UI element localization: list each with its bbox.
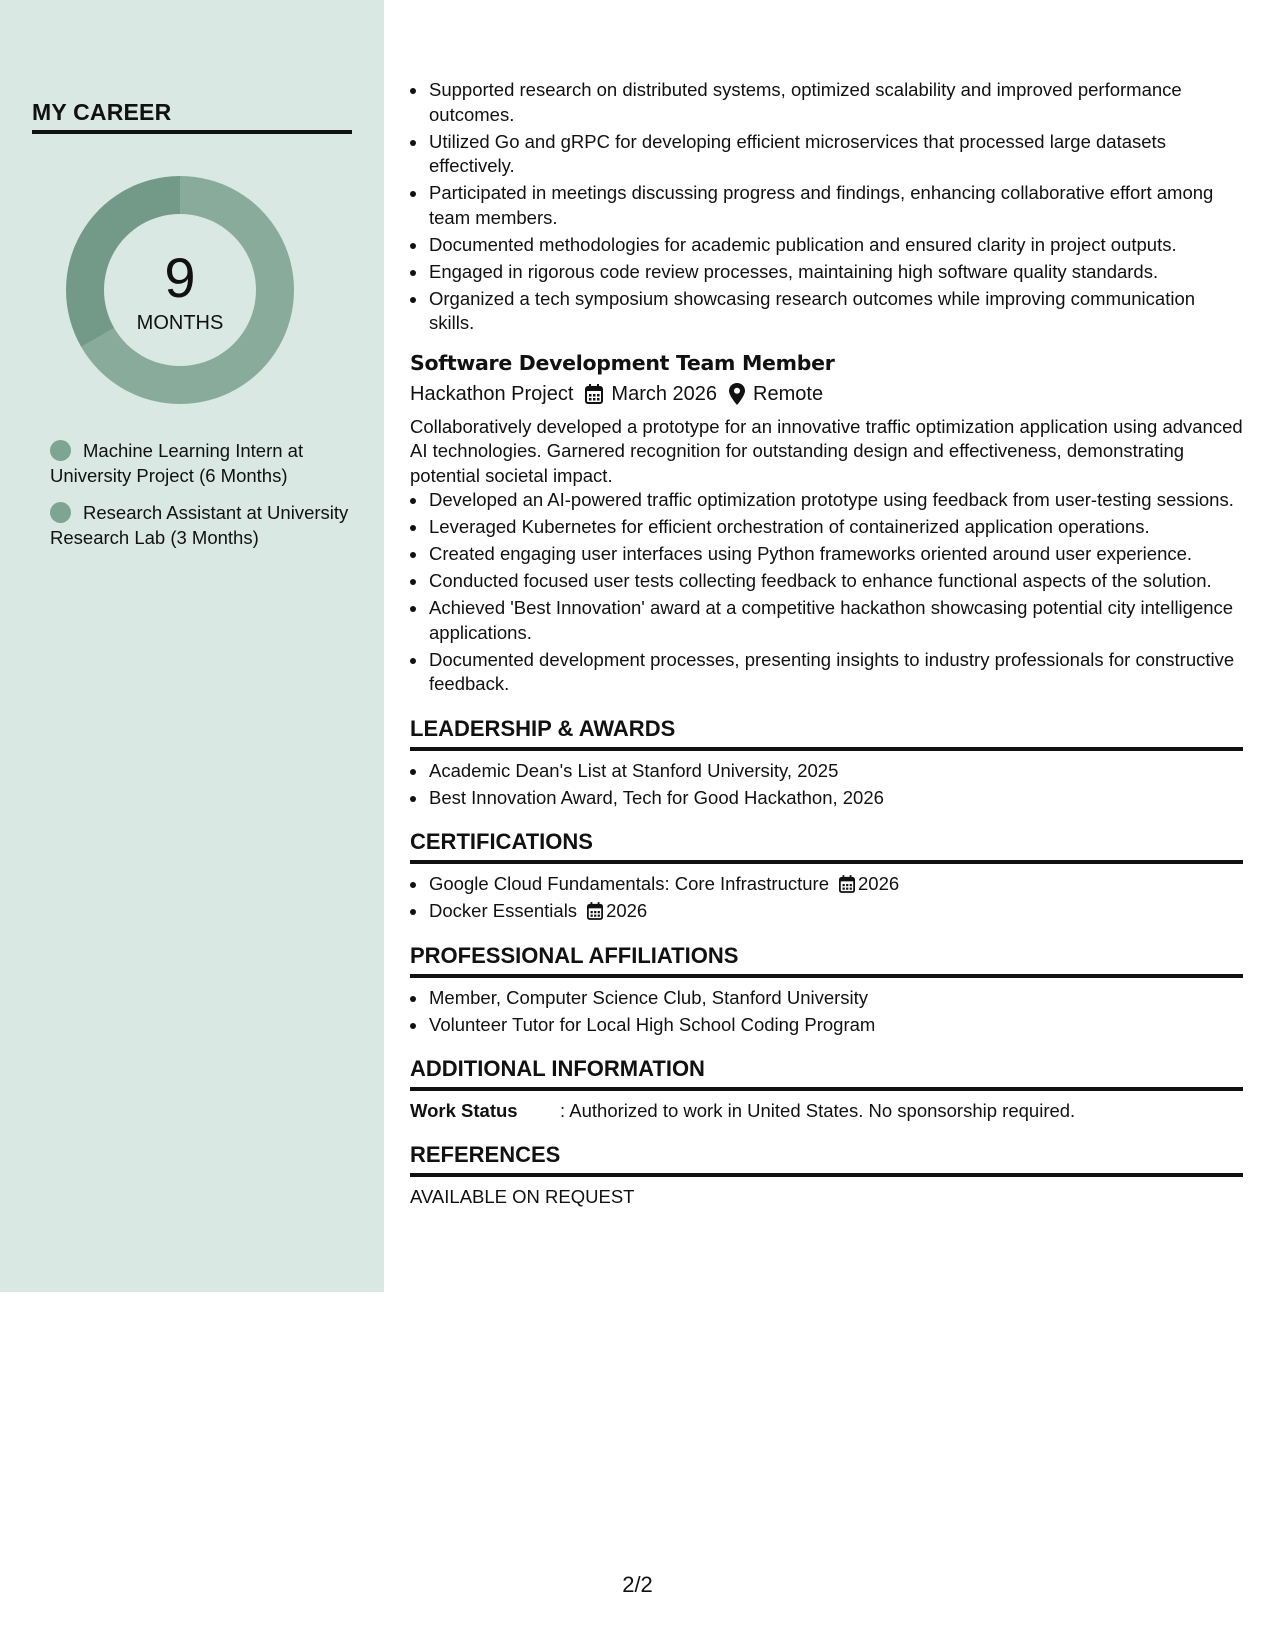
cert-year: 2026 — [606, 900, 648, 921]
list-item: • Utilized Go and gRPC for developing efficient microservices that processed large datasets effectively. — [428, 130, 1243, 179]
certifications-heading: CERTIFICATIONS — [410, 826, 1243, 864]
list-item: • Volunteer Tutor for Local High School Coding Program — [428, 1013, 1243, 1038]
bullet-dot-icon — [50, 502, 71, 523]
work-status-row — [410, 1099, 1243, 1123]
career-item — [50, 500, 350, 550]
references-heading: REFERENCES — [410, 1139, 1243, 1177]
references-text: AVAILABLE ON REQUEST — [410, 1186, 635, 1207]
career-item-label: Machine Learning Intern at University Project (6 Months) — [50, 440, 304, 486]
cert-name: Google Cloud Fundamentals: Core Infrastructure — [429, 873, 830, 894]
donut-center — [66, 176, 294, 404]
list-item — [428, 872, 1243, 897]
job-location: Remote — [753, 382, 824, 405]
list-item: • Documented development processes, presenting insights to industry professionals for constructive feedback. — [428, 648, 1243, 697]
list-item — [428, 899, 1243, 924]
list-item: • Documented methodologies for academic publication and ensured clarity in project outputs. — [428, 233, 1243, 258]
list-item: • Developed an AI-powered traffic optimization prototype using feedback from user-testing sessions. — [428, 488, 1243, 513]
job-meta — [410, 379, 1243, 409]
leadership-list — [410, 759, 1243, 811]
job-title: Software Development Team Member — [410, 350, 835, 375]
list-item: • Academic Dean's List at Stanford University, 2025 — [428, 759, 1243, 784]
certifications-list — [410, 872, 1243, 924]
work-status-label: Work Status — [410, 1100, 518, 1121]
career-item — [50, 438, 350, 488]
list-item: • Leveraged Kubernetes for efficient orchestration of containerized application operations. — [428, 515, 1243, 540]
job-description: Collaboratively developed a prototype for an innovative traffic optimization application using advanced AI technologies. Garnered recognition for outstanding design and effectiveness, demonstrating potential societal impact. — [410, 415, 1243, 486]
donut-total-unit: MONTHS — [136, 312, 224, 334]
job-date: March 2026 — [611, 382, 718, 405]
job-bullets — [410, 488, 1243, 697]
job-company: Hackathon Project — [410, 382, 574, 405]
career-list — [50, 438, 350, 562]
list-item: • Best Innovation Award, Tech for Good Hackathon, 2026 — [428, 786, 1243, 811]
list-item: • Created engaging user interfaces using Python frameworks oriented around user experience. — [428, 542, 1243, 567]
list-item: • Organized a tech symposium showcasing research outcomes while improving communication skills. — [428, 287, 1243, 336]
cert-year-wrap — [829, 873, 899, 894]
affiliations-list — [410, 986, 1243, 1038]
calendar-icon — [839, 875, 855, 893]
map-pin-icon — [729, 383, 745, 405]
list-item: • Achieved 'Best Innovation' award at a competitive hackathon showcasing potential city intelligence applications. — [428, 596, 1243, 645]
previous-job-bullets — [410, 78, 1243, 336]
sidebar — [0, 0, 384, 1292]
cert-year: 2026 — [858, 873, 900, 894]
bullet-dot-icon — [50, 440, 71, 461]
leadership-heading: LEADERSHIP & AWARDS — [410, 713, 1243, 751]
page-number: 2/2 — [622, 1572, 653, 1597]
cert-name: Docker Essentials — [429, 900, 578, 921]
list-item: • Participated in meetings discussing progress and findings, enhancing collaborative effort among team members. — [428, 181, 1243, 230]
cert-year-wrap — [577, 900, 647, 921]
career-heading: MY CAREER — [32, 99, 352, 134]
additional-info-heading: ADDITIONAL INFORMATION — [410, 1053, 1243, 1091]
donut-total-value: 9 — [164, 246, 196, 309]
career-donut-chart — [66, 176, 294, 404]
list-item: • Member, Computer Science Club, Stanford University — [428, 986, 1243, 1011]
list-item: • Conducted focused user tests collecting feedback to enhance functional aspects of the solution. — [428, 569, 1243, 594]
main-content — [410, 78, 1243, 1209]
list-item: • Supported research on distributed systems, optimized scalability and improved performance outcomes. — [428, 78, 1243, 127]
calendar-icon — [585, 384, 603, 404]
calendar-icon — [587, 902, 603, 920]
work-status-value: : Authorized to work in United States. No sponsorship required. — [560, 1100, 1076, 1121]
career-item-label: Research Assistant at University Research Lab (3 Months) — [50, 502, 349, 548]
affiliations-heading: PROFESSIONAL AFFILIATIONS — [410, 940, 1243, 978]
list-item: • Engaged in rigorous code review processes, maintaining high software quality standards. — [428, 260, 1243, 285]
